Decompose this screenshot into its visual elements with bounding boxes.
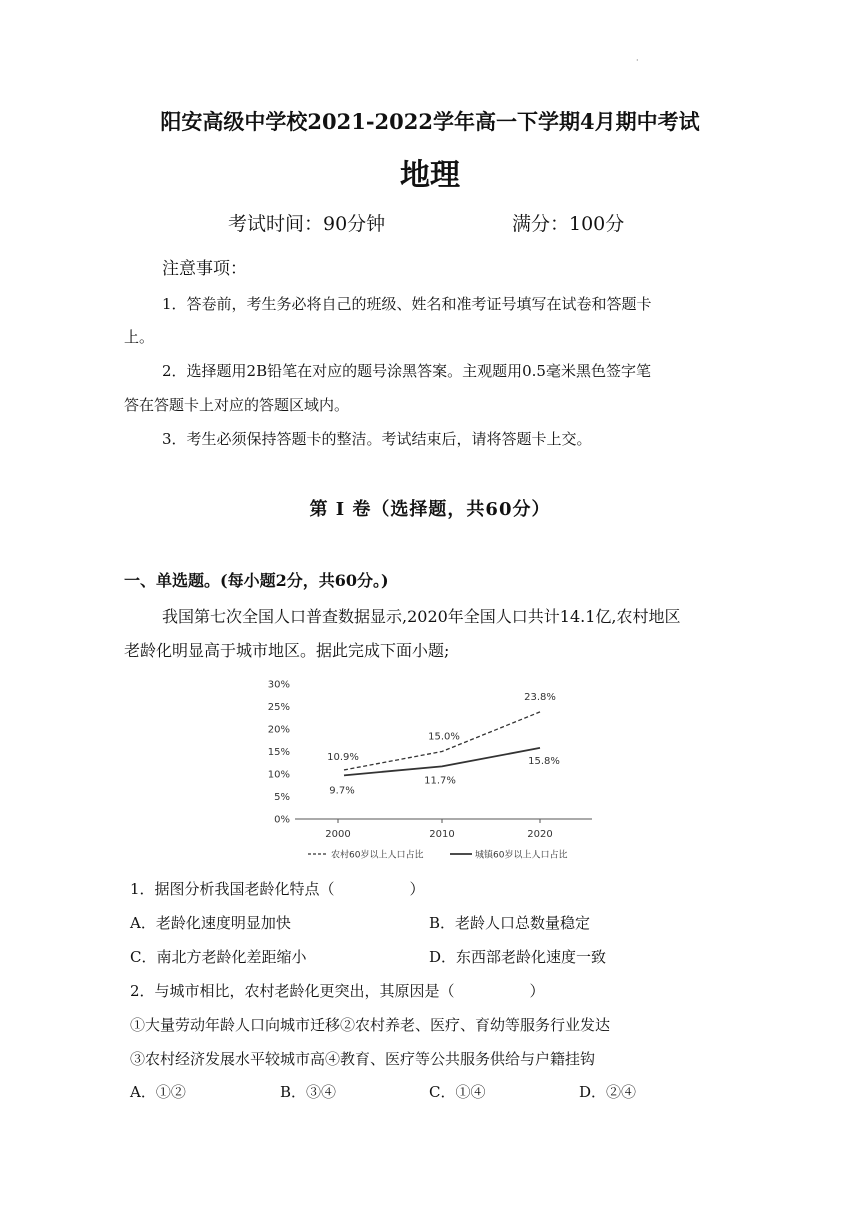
data-label: 15.0% bbox=[428, 731, 460, 743]
question-2-line-1: ①大量劳动年龄人口向城市迁移②农村养老、医疗、育幼等服务行业发达 bbox=[130, 1016, 611, 1034]
notice-item-3: 3．考生必须保持答题卡的整洁。考试结束后，请将答题卡上交。 bbox=[162, 430, 592, 448]
full-score: 满分：100分 bbox=[512, 213, 625, 235]
data-label: 11.7% bbox=[424, 775, 456, 787]
y-tick-label: 10% bbox=[267, 769, 290, 781]
x-tick-label: 2000 bbox=[325, 829, 351, 840]
question-2-stem: 2．与城市相比，农村老龄化更突出，其原因是（ ） bbox=[130, 982, 545, 1000]
data-label: 9.7% bbox=[329, 785, 355, 797]
page-dot: · bbox=[636, 56, 639, 65]
data-label: 10.9% bbox=[327, 751, 359, 763]
question-1-option-a: A．老龄化速度明显加快 bbox=[130, 914, 291, 932]
question-2-line-2: ③农村经济发展水平较城市高④教育、医疗等公共服务供给与户籍挂钩 bbox=[130, 1050, 596, 1068]
aging-line-chart bbox=[262, 672, 602, 868]
data-label: 23.8% bbox=[524, 691, 556, 703]
notice-item-1-cont: 上。 bbox=[124, 328, 155, 346]
y-tick-label: 15% bbox=[267, 747, 290, 758]
subject-title: 地理 bbox=[400, 158, 460, 193]
notice-heading: 注意事项： bbox=[162, 259, 247, 279]
exam-time: 考试时间：90分钟 bbox=[228, 213, 386, 235]
y-tick-label: 25% bbox=[267, 702, 290, 713]
y-tick-label: 5% bbox=[274, 792, 290, 803]
x-tick-label: 2020 bbox=[527, 829, 553, 840]
notice-item-2: 2．选择题用2B铅笔在对应的题号涂黑答案。主观题用0.5毫米黑色签字笔 bbox=[162, 362, 651, 380]
legend-rural-label: 农村60岁以上人口占比 bbox=[331, 850, 424, 861]
intro-line-1: 我国第七次全国人口普查数据显示,2020年全国人口共计14.1亿,农村地区 bbox=[162, 607, 681, 626]
x-tick-label: 2010 bbox=[429, 829, 455, 840]
notice-item-2-cont: 答在答题卡上对应的答题区域内。 bbox=[124, 396, 350, 414]
question-1-option-c: C．南北方老龄化差距缩小 bbox=[130, 948, 307, 966]
question-1-option-b: B．老龄人口总数量稳定 bbox=[429, 914, 591, 932]
y-tick-label: 30% bbox=[267, 679, 290, 691]
data-label: 15.8% bbox=[528, 755, 560, 767]
question-1-stem: 1．据图分析我国老龄化特点（ ） bbox=[130, 880, 425, 898]
y-tick-label: 0% bbox=[274, 814, 290, 826]
notice-item-1: 1．答卷前，考生务必将自己的班级、姓名和准考证号填写在试卷和答题卡 bbox=[162, 295, 652, 313]
exam-title: 阳安高级中学校2021-2022学年高一下学期4月期中考试 bbox=[160, 109, 700, 134]
question-2-option-a: A．①② bbox=[130, 1083, 186, 1101]
section-title: 第 Ⅰ 卷（选择题，共60分） bbox=[309, 499, 551, 520]
question-type-heading: 一、单选题。(每小题2分，共60分。) bbox=[124, 571, 389, 590]
question-2-option-c: C．①④ bbox=[429, 1083, 486, 1101]
legend-urban-label: 城镇60岁以上人口占比 bbox=[475, 850, 568, 861]
question-2-option-d: D．②④ bbox=[579, 1083, 637, 1101]
intro-line-2: 老龄化明显高于城市地区。据此完成下面小题; bbox=[124, 641, 450, 660]
question-1-option-d: D．东西部老龄化速度一致 bbox=[429, 948, 607, 966]
question-2-option-b: B．③④ bbox=[280, 1083, 337, 1101]
y-tick-label: 20% bbox=[267, 724, 290, 736]
